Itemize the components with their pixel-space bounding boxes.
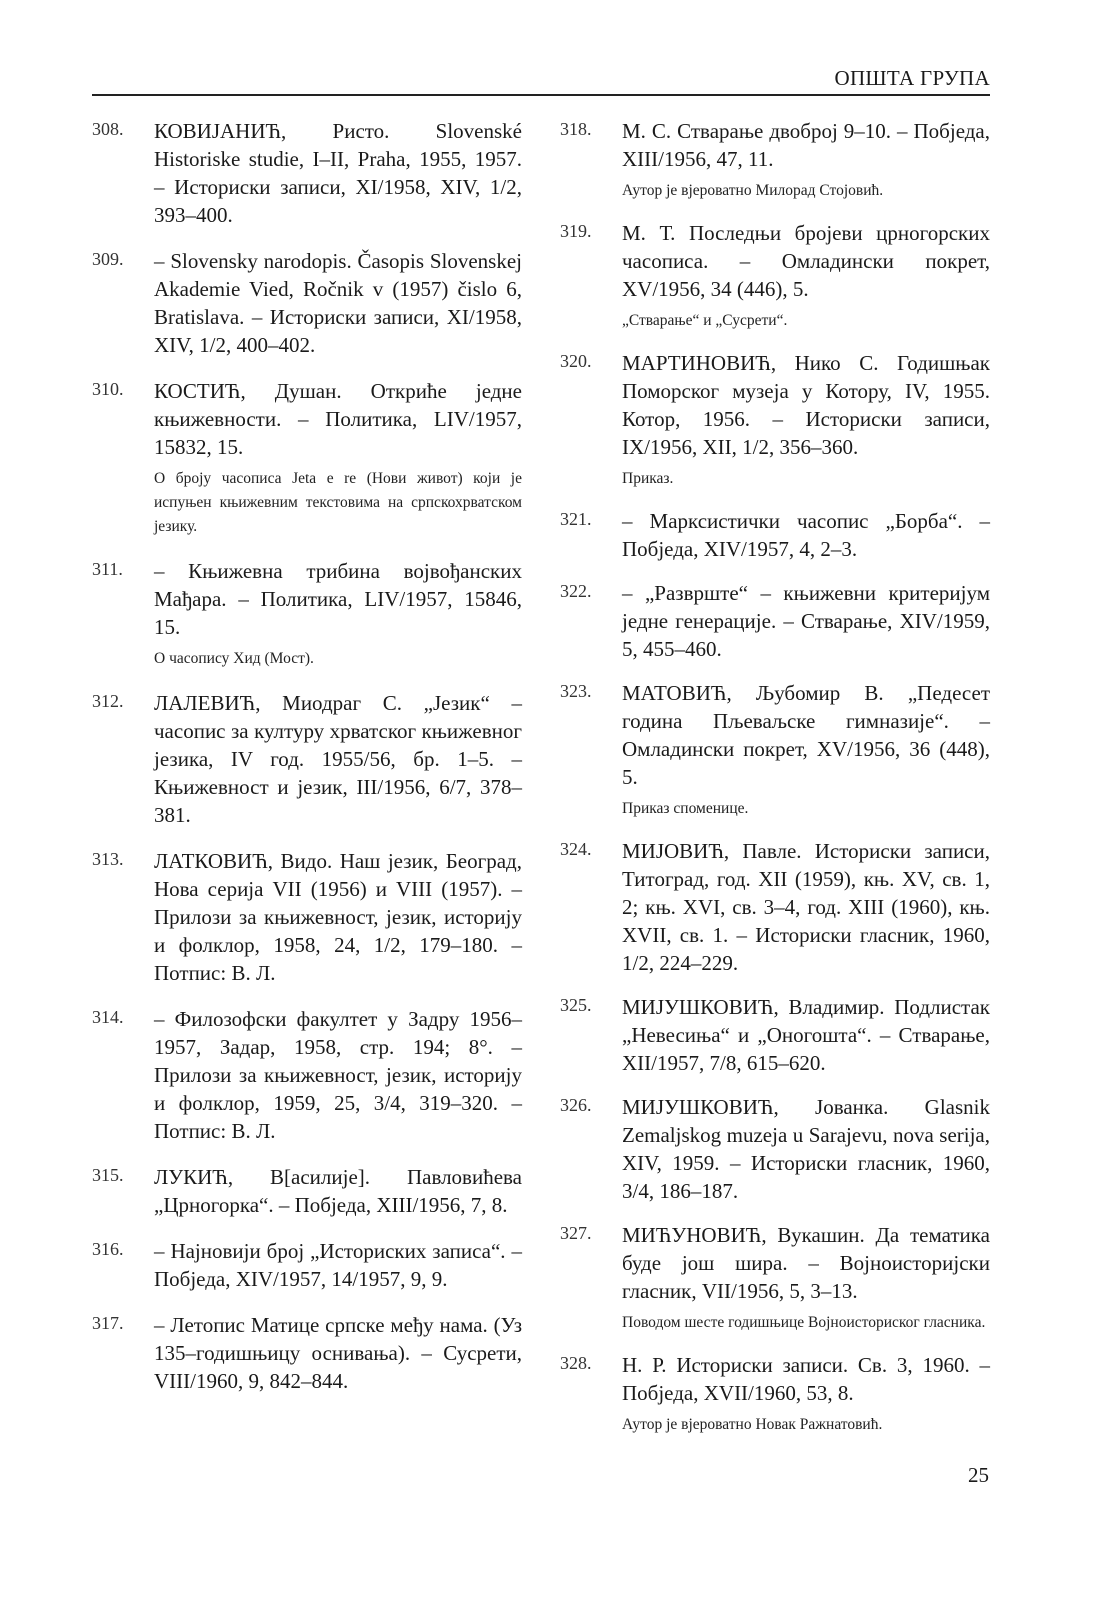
entry-text: КОВИЈАНИЋ, Ристо. Slovenské Historiske studie, I–II, Praha, 1955, 1957. – Историски записи, XI/1958, XIV, 1/2, 393–400. — [154, 119, 522, 227]
entry-number: 320. — [560, 351, 592, 371]
entry-326 — [560, 1093, 990, 1205]
entry-number: 316. — [92, 1239, 124, 1259]
entry-text: МИЈУШКОВИЋ, Јованка. Glasnik Zemaljskog muzeja u Sarajevu, nova serija, XIV, 1959. – Историски гласник, 1960, 3/4, 186–187. — [622, 1095, 990, 1203]
header-title: ОПШТА ГРУПА — [834, 66, 990, 90]
entry-number: 327. — [560, 1223, 592, 1243]
entry-328 — [560, 1351, 990, 1437]
entry-317 — [92, 1311, 522, 1395]
entry-314 — [92, 1005, 522, 1145]
entry-number: 328. — [560, 1353, 592, 1373]
entry-313 — [92, 847, 522, 987]
entry-text: – Најновији број „Историских записа“. – Побједа, XIV/1957, 14/1957, 9, 9. — [154, 1239, 522, 1291]
entry-note: О броју часописа Jeta e re (Нови живот) који је испуњен књижевним текстовима на српскохрватском језику. — [154, 470, 522, 535]
entry-323 — [560, 679, 990, 821]
entry-note: Приказ споменице. — [622, 800, 749, 817]
entry-text: Н. Р. Историски записи. Св. 3, 1960. – Побједа, XVII/1960, 53, 8. — [622, 1353, 990, 1405]
entry-text: МИЈОВИЋ, Павле. Историски записи, Титоград, год. XII (1959), књ. XV, св. 1, 2; књ. XVI, св. 3–4, год. XIII (1960), књ. XVII, св. 1. – Историски гласник, 1960, 1/2, 224–229. — [622, 839, 990, 975]
entry-number: 312. — [92, 691, 124, 711]
entry-text: – Летопис Матице српске међу нама. (Уз 135–годишњицу оснивања). – Сусрети, VIII/1960, 9, 842–844. — [154, 1313, 522, 1393]
entry-text: КОСТИЋ, Душан. Откриће једне књижевности. – Политика, LIV/1957, 15832, 15. — [154, 379, 522, 459]
entry-number: 323. — [560, 681, 592, 701]
entry-327 — [560, 1221, 990, 1335]
entry-number: 314. — [92, 1007, 124, 1027]
entry-text: МИЋУНОВИЋ, Вукашин. Да тематика буде још шира. – Војноисторијски гласник, VII/1956, 5, 3–13. — [622, 1223, 990, 1303]
entry-text: – Марксистички часопис „Борба“. – Побједа, XIV/1957, 4, 2–3. — [622, 509, 990, 561]
entry-319 — [560, 219, 990, 333]
left-column — [92, 117, 522, 1395]
entry-number: 313. — [92, 849, 124, 869]
entry-number: 319. — [560, 221, 592, 241]
entry-number: 318. — [560, 119, 592, 139]
entry-312 — [92, 689, 522, 829]
entry-number: 311. — [92, 559, 123, 579]
entry-320 — [560, 349, 990, 491]
entry-text: – Филозофски факултет у Задру 1956–1957, Задар, 1958, стр. 194; 8°. – Прилози за књижевност, језик, историју и фолклор, 1959, 25, 3/4, 319–320. – Потпис: В. Л. — [154, 1007, 522, 1143]
entry-number: 322. — [560, 581, 592, 601]
entry-text: – Slovensky narodopis. Časopis Slovenskej Akademie Vied, Ročnik v (1957) čislo 6, Bratislava. – Историски записи, XI/1958, XIV, 1/2, 400–402. — [154, 249, 522, 357]
entry-note: Поводом шесте годишњице Војноисториског гласника. — [622, 1314, 986, 1331]
entry-315 — [92, 1163, 522, 1219]
entry-text: – Књижевна трибина војвођанских Мађара. – Политика, LIV/1957, 15846, 15. — [154, 559, 522, 639]
entry-text: ЛАЛЕВИЋ, Миодраг С. „Језик“ – часопис за културу хрватског књижевног језика, IV год. 1955/56, бр. 1–5. – Књижевност и језик, III/1956, 6/7, 378–381. — [154, 691, 522, 827]
entry-number: 321. — [560, 509, 592, 529]
entry-text: ЛАТКОВИЋ, Видо. Наш језик, Београд, Нова серија VII (1956) и VIII (1957). – Прилози за књижевност, језик, историју и фолклор, 1958, 24, 1/2, 179–180. – Потпис: В. Л. — [154, 849, 522, 985]
entry-text: МИЈУШКОВИЋ, Владимир. Подлистак „Невесиња“ и „Оногошта“. – Стварање, XII/1957, 7/8, 615–620. — [622, 995, 990, 1075]
entry-number: 309. — [92, 249, 124, 269]
entry-note: „Стварање“ и „Сусрети“. — [622, 312, 788, 329]
entry-note: Приказ. — [622, 470, 674, 487]
entry-note: О часопису Хид (Мост). — [154, 650, 314, 667]
right-column — [560, 117, 990, 1437]
entry-text: МАРТИНОВИЋ, Нико С. Годишњак Поморског музеја у Котору, IV, 1955. Котор, 1956. – Историски записи, IX/1956, XII, 1/2, 356–360. — [622, 351, 990, 459]
entry-note: Аутор је вјероватно Милорад Стојовић. — [622, 182, 884, 199]
page-number: 25 — [968, 1463, 989, 1487]
entry-note: Аутор је вјероватно Новак Ражнатовић. — [622, 1416, 883, 1433]
entry-325 — [560, 993, 990, 1077]
entry-321 — [560, 507, 990, 563]
entry-310 — [92, 377, 522, 539]
entry-text: М. С. Стварање двоброј 9–10. – Побједа, XIII/1956, 47, 11. — [622, 119, 990, 171]
entry-number: 308. — [92, 119, 124, 139]
entry-309 — [92, 247, 522, 359]
entry-322 — [560, 579, 990, 663]
running-header — [92, 60, 990, 96]
entry-308 — [92, 117, 522, 229]
entry-number: 315. — [92, 1165, 124, 1185]
entry-number: 324. — [560, 839, 592, 859]
entry-text: ЛУКИЋ, В[асилије]. Павловићева „Црногорка“. – Побједа, XIII/1956, 7, 8. — [154, 1165, 522, 1217]
entry-text: М. Т. Последњи бројеви црногорских часописа. – Омладински покрет, XV/1956, 34 (446), 5. — [622, 221, 990, 301]
entry-number: 317. — [92, 1313, 124, 1333]
entry-text: – „Разврште“ – књижевни критеријум једне генерације. – Стварање, XIV/1959, 5, 455–460. — [622, 581, 990, 661]
entry-318 — [560, 117, 990, 203]
entry-number: 326. — [560, 1095, 592, 1115]
entry-324 — [560, 837, 990, 977]
entry-number: 310. — [92, 379, 124, 399]
entry-311 — [92, 557, 522, 671]
entry-text: МАТОВИЋ, Љубомир В. „Педесет година Пљеваљске гимназије“. – Омладински покрет, XV/1956, 36 (448), 5. — [622, 681, 990, 789]
entry-316 — [92, 1237, 522, 1293]
entry-number: 325. — [560, 995, 592, 1015]
